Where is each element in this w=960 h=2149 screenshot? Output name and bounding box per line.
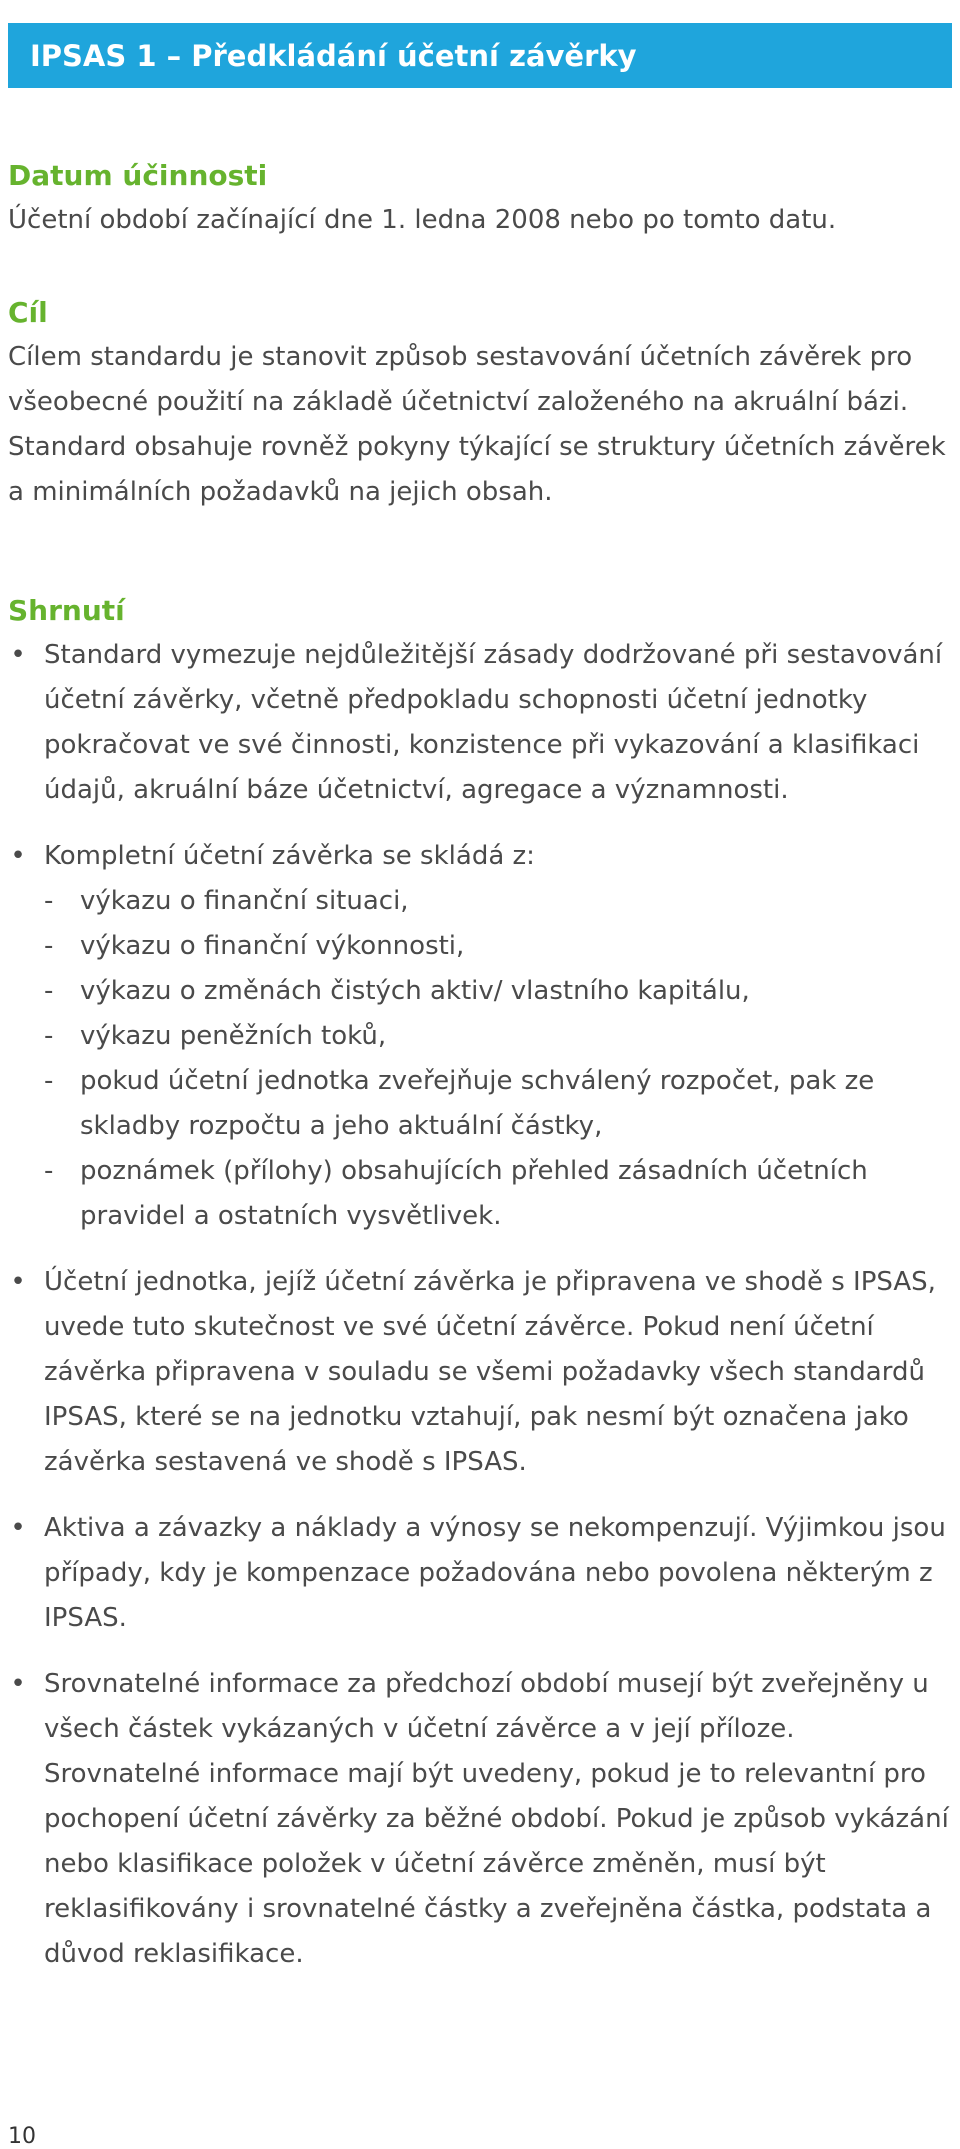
page-header bbox=[8, 23, 952, 88]
page-number: 10 bbox=[8, 2124, 36, 2149]
list-item-text: poznámek (přílohy) obsahujících přehled zásadních účetních pravidel a ostatních vysvětlivek. bbox=[80, 1156, 868, 1231]
summary-item-text: Standard vymezuje nejdůležitější zásady dodržované při sestavování účetní závěrky, včetně předpokladu schopnosti účetní jednotky pokračovat ve své činnosti, konzistence při vykazování a klasifikaci údajů, akruální báze účetnictví, agregace a významnosti. bbox=[44, 640, 943, 805]
statement-components-list bbox=[44, 879, 952, 1239]
summary-item bbox=[8, 1506, 952, 1641]
summary-item-text: Účetní jednotka, jejíž účetní závěrka je připravena ve shodě s IPSAS, uvede tuto skutečnost ve své účetní závěrce. Pokud není účetní závěrka připravena v souladu se všemi požadavky všech standardů IPSAS, které se na jednotku vztahují, pak nesmí být označena jako závěrka sestavená ve shodě s IPSAS. bbox=[44, 1267, 936, 1477]
dash-marker: - bbox=[44, 1156, 54, 1186]
page-title: IPSAS 1 – Předkládání účetní závěrky bbox=[30, 38, 637, 73]
bullet-marker: • bbox=[10, 841, 26, 871]
objective-section bbox=[8, 290, 952, 515]
dash-marker: - bbox=[44, 886, 54, 916]
summary-item bbox=[8, 1260, 952, 1485]
page-content bbox=[8, 153, 952, 1998]
list-item-text: výkazu o finanční situaci, bbox=[80, 886, 409, 916]
objective-heading: Cíl bbox=[8, 296, 48, 329]
effective-date-text: Účetní období začínající dne 1. ledna 2008 nebo po tomto datu. bbox=[8, 205, 837, 235]
summary-section bbox=[8, 588, 952, 1977]
list-item bbox=[44, 1149, 952, 1239]
summary-item-text: Aktiva a závazky a náklady a výnosy se nekompenzují. Výjimkou jsou případy, kdy je kompenzace požadována nebo povolena některým z IPSAS. bbox=[44, 1513, 946, 1633]
summary-item-text: Kompletní účetní závěrka se skládá z: bbox=[44, 841, 535, 871]
list-item-text: výkazu o změnách čistých aktiv/ vlastního kapitálu, bbox=[80, 976, 750, 1006]
dash-marker: - bbox=[44, 1066, 54, 1096]
summary-item bbox=[8, 1662, 952, 1977]
dash-marker: - bbox=[44, 1021, 54, 1051]
list-item bbox=[44, 1059, 952, 1149]
effective-date-heading: Datum účinnosti bbox=[8, 159, 268, 192]
list-item bbox=[44, 1014, 952, 1059]
bullet-marker: • bbox=[10, 1669, 26, 1699]
list-item bbox=[44, 879, 952, 924]
summary-item bbox=[8, 834, 952, 1239]
objective-text: Cílem standardu je stanovit způsob sestavování účetních závěrek pro všeobecné použití na základě účetnictví založeného na akruální bázi. Standard obsahuje rovněž pokyny týkající se struktury účetních závěrek a minimálních požadavků na jejich obsah. bbox=[8, 342, 946, 507]
list-item-text: pokud účetní jednotka zveřejňuje schválený rozpočet, pak ze skladby rozpočtu a jeho aktuální částky, bbox=[80, 1066, 875, 1141]
summary-list bbox=[8, 633, 952, 1977]
bullet-marker: • bbox=[10, 1267, 26, 1297]
bullet-marker: • bbox=[10, 1513, 26, 1543]
list-item-text: výkazu peněžních toků, bbox=[80, 1021, 387, 1051]
list-item bbox=[44, 969, 952, 1014]
dash-marker: - bbox=[44, 976, 54, 1006]
summary-item-text: Srovnatelné informace za předchozí období musejí být zveřejněny u všech částek vykázaných v účetní závěrce a v její příloze. Srovnatelné informace mají být uvedeny, pokud je to relevantní pro pochopení účetní závěrky za běžné období. Pokud je způsob vykázání nebo klasifikace položek v účetní závěrce změněn, musí být reklasifikovány i srovnatelné částky a zveřejněna částka, podstata a důvod reklasifikace. bbox=[44, 1669, 949, 1969]
summary-item bbox=[8, 633, 952, 813]
list-item bbox=[44, 924, 952, 969]
summary-heading: Shrnutí bbox=[8, 594, 125, 627]
effective-date-section bbox=[8, 153, 952, 243]
list-item-text: výkazu o finanční výkonnosti, bbox=[80, 931, 465, 961]
bullet-marker: • bbox=[10, 640, 26, 670]
dash-marker: - bbox=[44, 931, 54, 961]
